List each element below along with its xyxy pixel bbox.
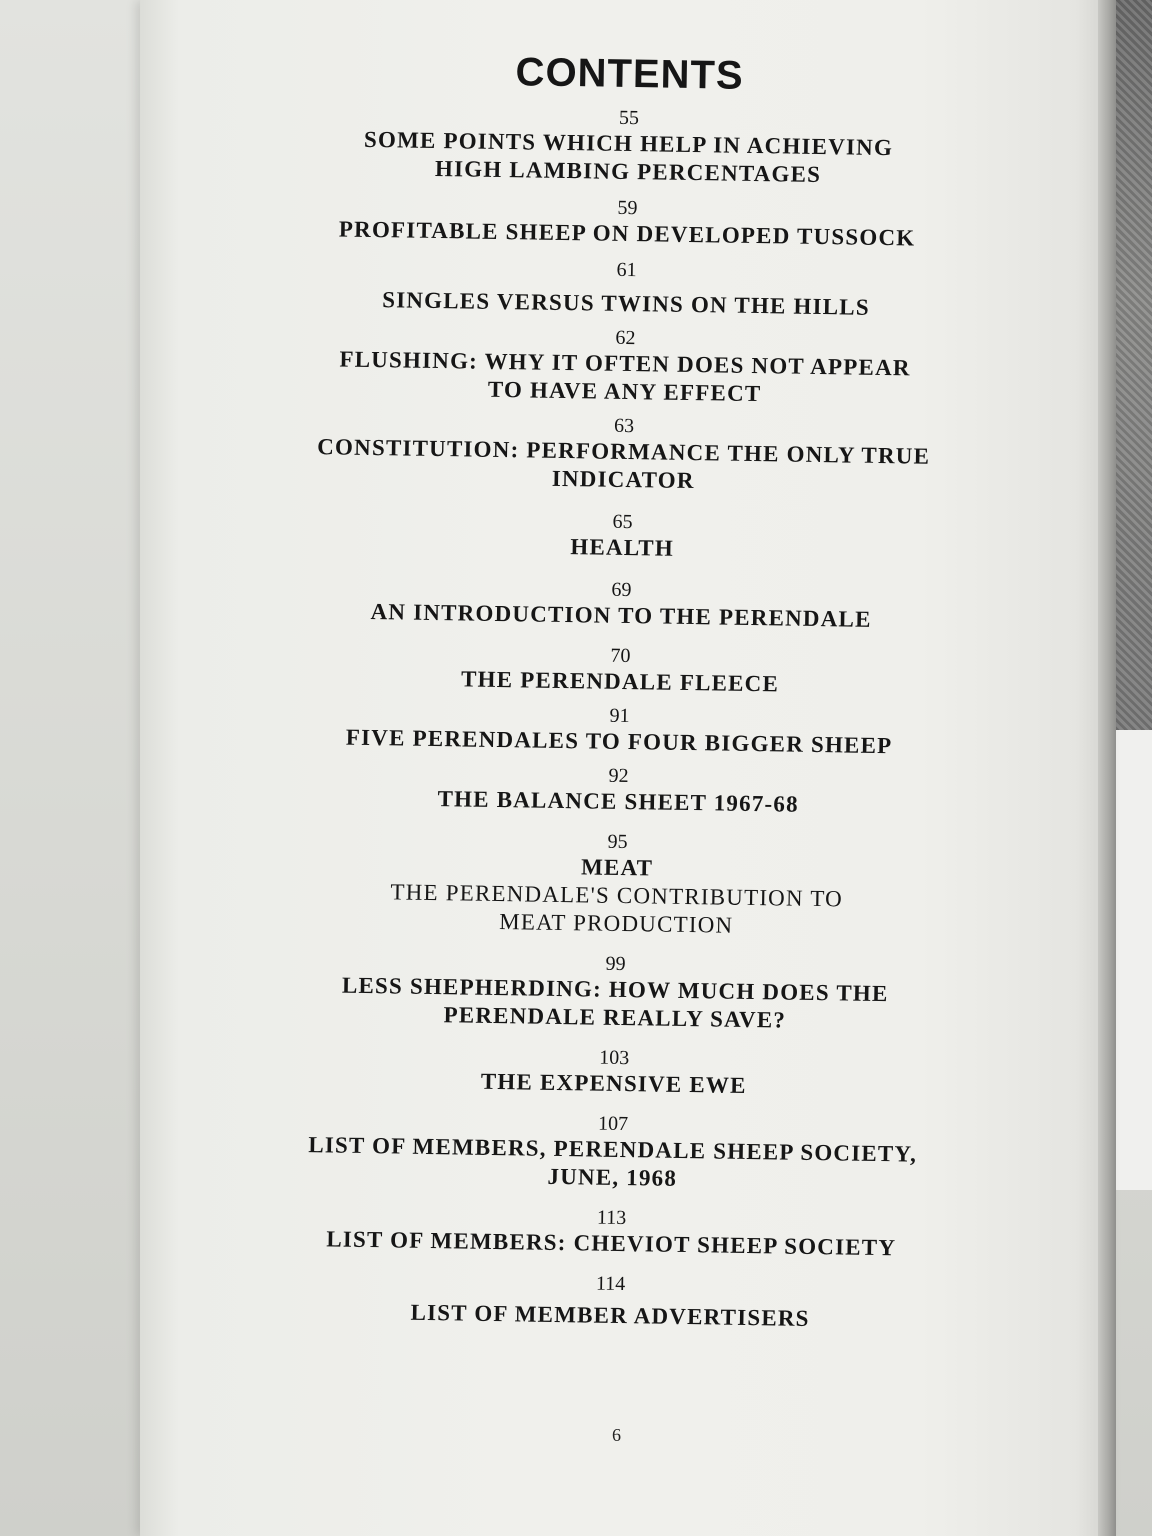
background-paper-edge	[1110, 730, 1152, 1190]
entry-page-number: 70	[610, 644, 631, 668]
entry-title: LIST OF MEMBER ADVERTISERS	[410, 1299, 810, 1331]
contents-entry	[241, 572, 1002, 636]
entry-page-number: 59	[617, 196, 638, 220]
contents-entry	[247, 190, 1008, 254]
contents-entry	[240, 638, 1001, 702]
contents-list	[230, 44, 1010, 1336]
entry-page-number: 63	[613, 414, 635, 438]
entry-page-number: 65	[612, 510, 633, 534]
entry-subtitle: THE PERENDALE'S CONTRIBUTION TO MEAT PRODUCTION	[390, 879, 844, 938]
entry-title: LESS SHEPHERDING: HOW MUCH DOES THE PERENDALE REALLY SAVE?	[341, 972, 889, 1033]
entry-page-number: 69	[611, 578, 632, 602]
page-number: 6	[612, 1425, 621, 1445]
contents-entry	[230, 1266, 991, 1336]
entry-title: SOME POINTS WHICH HELP IN ACHIEVING HIGH LAMBING PERCENTAGES	[363, 126, 894, 188]
contents-entry	[236, 824, 998, 944]
entry-page-number: 103	[598, 1046, 630, 1070]
page-title: CONTENTS	[515, 50, 744, 98]
contents-entry	[231, 1200, 992, 1264]
contents-entry	[238, 758, 999, 822]
contents-entry	[242, 504, 1003, 568]
entry-page-number: 95	[607, 830, 628, 854]
contents-entry	[234, 1040, 995, 1104]
entry-title: FLUSHING: WHY IT OFTEN DOES NOT APPEAR TO HAVE ANY EFFECT	[339, 346, 911, 407]
entry-page-number: 61	[616, 258, 637, 282]
entry-title: LIST OF MEMBERS: CHEVIOT SHEEP SOCIETY	[326, 1226, 897, 1261]
page-spine-edge	[1098, 0, 1116, 1536]
entry-page-number: 55	[618, 106, 640, 130]
entry-page-number: 99	[605, 952, 626, 976]
contents-entry	[232, 1106, 993, 1198]
entry-page-number: 114	[595, 1272, 626, 1296]
entry-page-number: 107	[597, 1112, 629, 1136]
entry-page-number: 91	[609, 704, 630, 728]
entry-title: SINGLES VERSUS TWINS ON THE HILLS	[382, 287, 871, 320]
entry-title: AN INTRODUCTION TO THE PERENDALE	[370, 598, 872, 632]
contents-entry	[239, 698, 1000, 762]
entry-title: THE BALANCE SHEET 1967-68	[437, 786, 799, 817]
entry-title: THE PERENDALE FLEECE	[460, 666, 780, 697]
contents-entry	[248, 100, 1009, 192]
entry-page-number: 62	[615, 326, 636, 350]
entry-page-number: 92	[608, 764, 629, 788]
contents-entry	[246, 252, 1007, 324]
entry-title: MEAT	[580, 854, 654, 881]
entry-title: HEALTH	[570, 534, 675, 561]
entry-title: THE EXPENSIVE EWE	[480, 1068, 747, 1098]
entry-page-number: 113	[596, 1206, 627, 1230]
contents-entry	[235, 946, 996, 1038]
contents-entry	[244, 320, 1005, 412]
entry-title: LIST OF MEMBERS, PERENDALE SHEEP SOCIETY, JUNE, 1968	[308, 1132, 918, 1191]
contents-entry	[243, 408, 1004, 500]
entry-title: FIVE PERENDALES TO FOUR BIGGER SHEEP	[345, 724, 893, 759]
entry-title: CONSTITUTION: PERFORMANCE THE ONLY TRUE INDICATOR	[317, 434, 931, 494]
entry-title: PROFITABLE SHEEP ON DEVELOPED TUSSOCK	[338, 216, 916, 251]
